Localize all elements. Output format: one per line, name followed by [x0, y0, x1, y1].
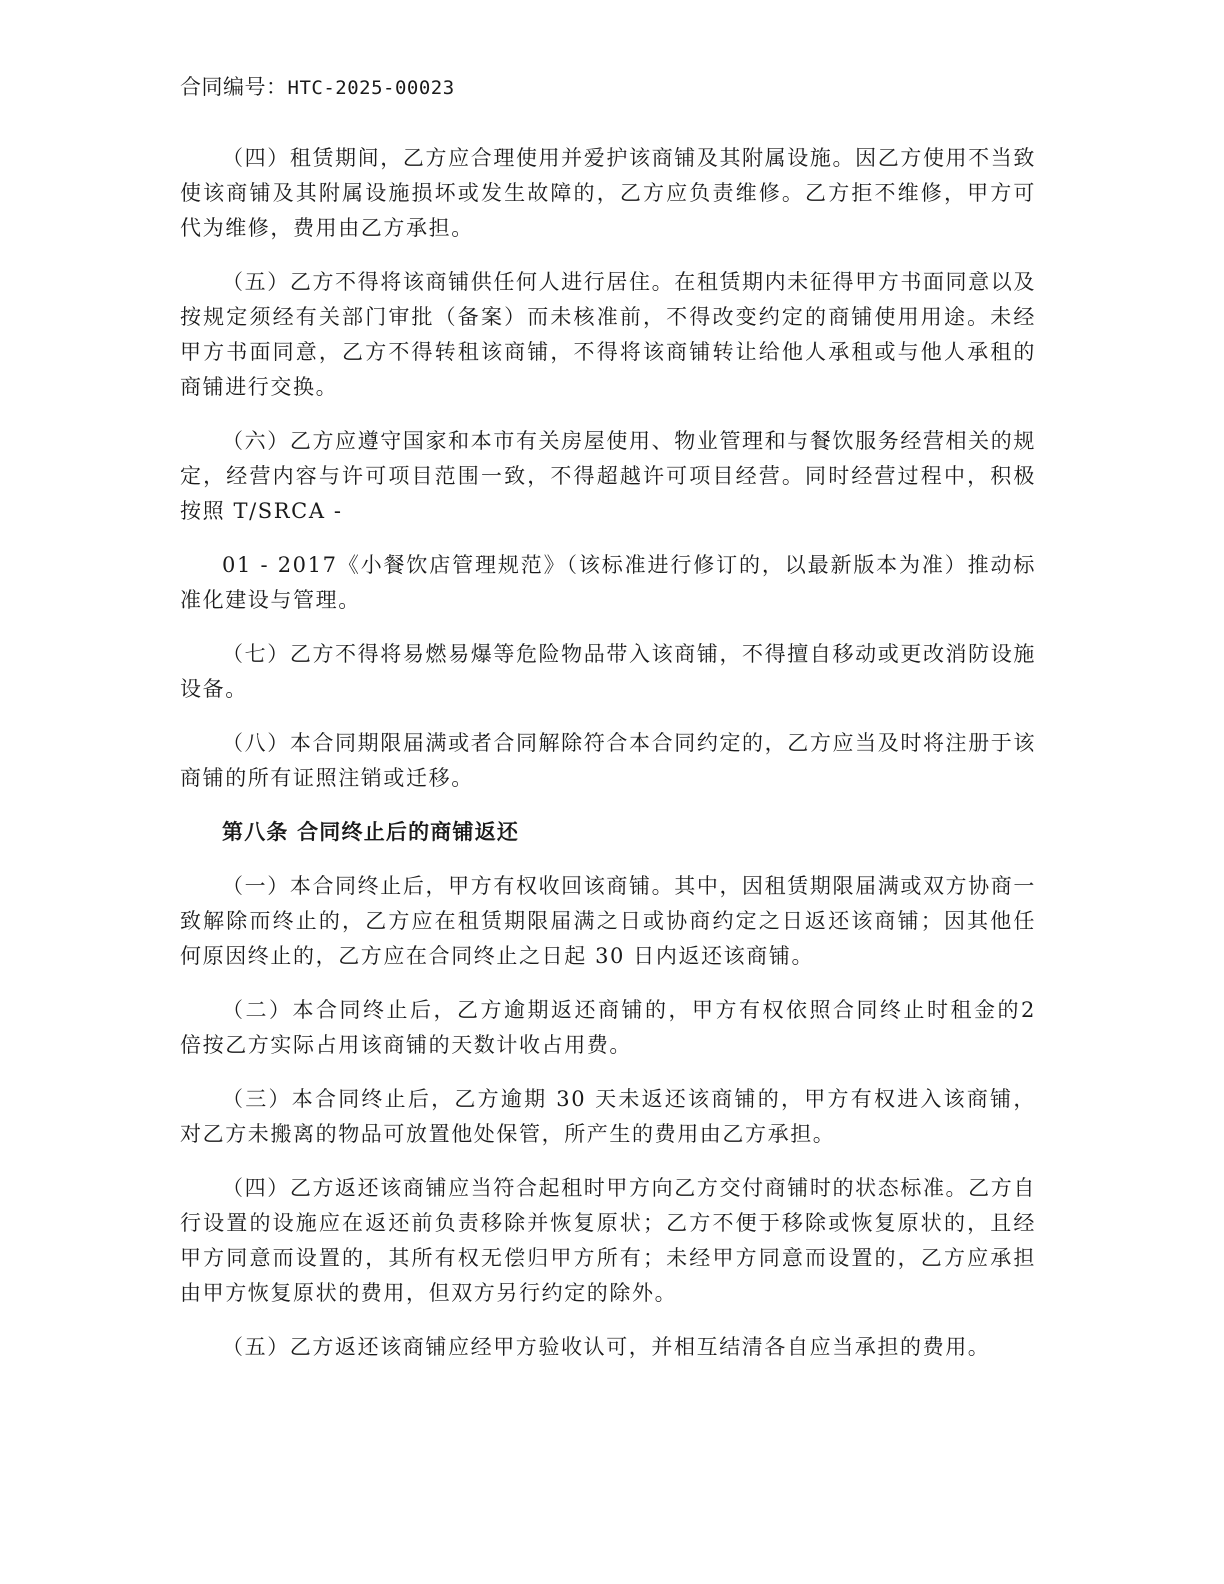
- contract-body: [180, 141, 1036, 1384]
- clause-7: （七）乙方不得将易燃易爆等危险物品带入该商铺，不得擅自移动或更改消防设施设备。: [180, 642, 1036, 701]
- return-clause-3: （三）本合同终止后，乙方逾期 30 天未返还该商铺的，甲方有权进入该商铺，对乙方未搬离的物品可放置他处保管，所产生的费用由乙方承担。: [180, 1087, 1036, 1146]
- return-clause-4: （四）乙方返还该商铺应当符合起租时甲方向乙方交付商铺时的状态标准。乙方自行设置的设施应在返还前负责移除并恢复原状；乙方不便于移除或恢复原状的，且经甲方同意而设置的，其所有权无偿归甲方所有；未经甲方同意而设置的，乙方应承担由甲方恢复原状的费用，但双方另行约定的除外。: [180, 1176, 1036, 1305]
- return-clause-1: （一）本合同终止后，甲方有权收回该商铺。其中，因租赁期限届满或双方协商一致解除而终止的，乙方应在租赁期限届满之日或协商约定之日返还该商铺；因其他任何原因终止的，乙方应在合同终止之日起 30 日内返还该商铺。: [180, 874, 1036, 968]
- return-clause-5: （五）乙方返还该商铺应经甲方验收认可，并相互结清各自应当承担的费用。: [222, 1335, 991, 1359]
- clause-6-continued: 01 - 2017《小餐饮店管理规范》（该标准进行修订的，以最新版本为准）推动标准化建设与管理。: [180, 553, 1036, 612]
- clause-6: （六）乙方应遵守国家和本市有关房屋使用、物业管理和与餐饮服务经营相关的规定，经营内容与许可项目范围一致，不得超越许可项目经营。同时经营过程中，积极按照 T/SRCA -: [180, 429, 1036, 523]
- section-heading: 第八条 合同终止后的商铺返还: [222, 820, 520, 844]
- clause-5: （五）乙方不得将该商铺供任何人进行居住。在租赁期内未征得甲方书面同意以及按规定须经有关部门审批（备案）而未核准前，不得改变约定的商铺使用用途。未经甲方书面同意，乙方不得转租该商铺，不得将该商铺转让给他人承租或与他人承租的商铺进行交换。: [180, 270, 1036, 399]
- contract-number-value: HTC-2025-00023: [287, 77, 455, 99]
- clause-8: （八）本合同期限届满或者合同解除符合本合同约定的，乙方应当及时将注册于该商铺的所有证照注销或迁移。: [180, 731, 1036, 790]
- contract-number: [180, 70, 455, 105]
- contract-number-label: 合同编号：: [180, 75, 288, 99]
- clause-4: （四）租赁期间，乙方应合理使用并爱护该商铺及其附属设施。因乙方使用不当致使该商铺及其附属设施损坏或发生故障的，乙方应负责维修。乙方拒不维修，甲方可代为维修，费用由乙方承担。: [180, 146, 1036, 240]
- return-clause-2: （二）本合同终止后，乙方逾期返还商铺的，甲方有权依照合同终止时租金的2 倍按乙方实际占用该商铺的天数计收占用费。: [180, 998, 1036, 1057]
